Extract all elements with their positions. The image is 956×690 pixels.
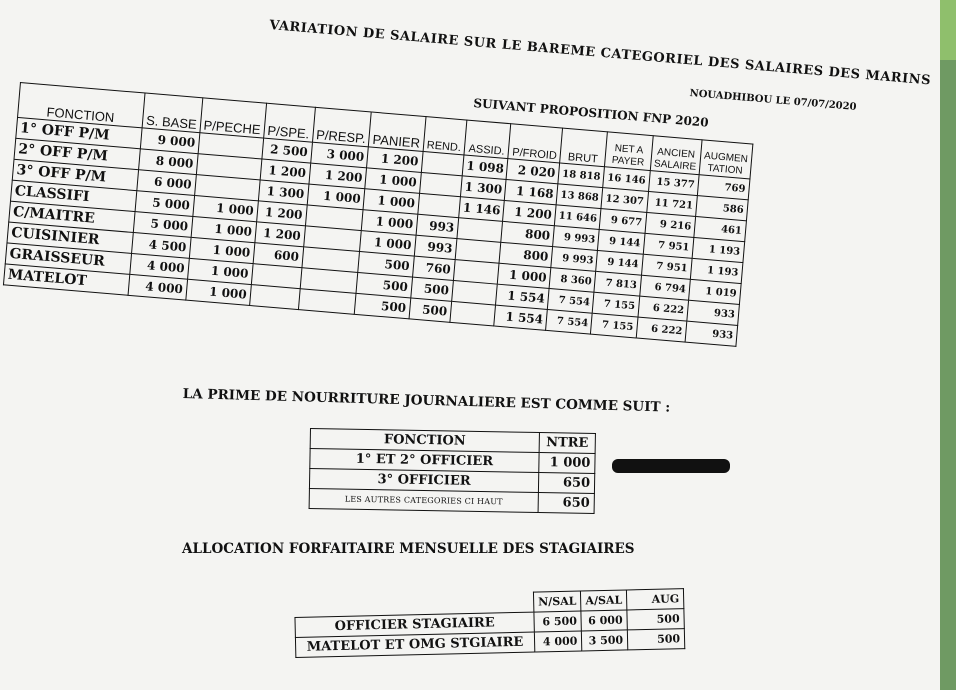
trainee-row-aug: 500 [627, 629, 684, 650]
trainee-table [294, 588, 685, 658]
salary-cell: 1 554 [496, 284, 549, 309]
salary-cell: 7 155 [593, 292, 640, 317]
salary-col-header: ANCIEN SALAIRE [650, 136, 702, 175]
salary-cell: 7 951 [641, 254, 692, 279]
food-row-value: 1 000 [539, 453, 595, 474]
salary-row-fonction: GRAISSEUR [5, 243, 131, 274]
salary-row-fonction: 1° OFF P/M [16, 117, 142, 148]
salary-cell: 1 193 [692, 237, 744, 262]
salary-cell: 1 000 [189, 237, 255, 263]
salary-cell: 7 554 [546, 309, 593, 334]
salary-row-fonction: CUISINIER [7, 222, 133, 253]
salary-cell: 1 000 [187, 258, 253, 284]
salary-col-header: P/RESP. [312, 107, 371, 147]
salary-cell: 12 307 [601, 188, 648, 213]
salary-cell: 1 000 [360, 231, 416, 256]
table-row [309, 488, 594, 513]
salary-col-header: P/SPE. [263, 103, 315, 142]
place-date: NOUADHIBOU LE 07/07/2020 [689, 88, 857, 113]
salary-cell: 1 200 [255, 222, 306, 247]
salary-cell: 7 155 [591, 313, 638, 338]
salary-cell: 3 000 [310, 142, 368, 168]
salary-col-header: NET A PAYER [605, 132, 653, 171]
salary-cell: 1 193 [690, 258, 742, 283]
salary-cell: 7 813 [594, 271, 641, 296]
food-row-label: LES AUTRES CATEGORIES CI HAUT [309, 488, 538, 512]
salary-cell: 1 146 [459, 197, 505, 222]
salary-cell: 1 000 [365, 168, 421, 193]
salary-cell: 8 360 [549, 268, 596, 293]
salary-col-header: FONCTION [18, 83, 145, 128]
salary-cell: 1 019 [688, 279, 740, 304]
salary-col-header: ASSID. [464, 120, 511, 159]
salary-cell: 9 000 [140, 128, 199, 154]
salary-cell [450, 301, 496, 326]
food-row-value: 650 [538, 472, 594, 493]
salary-cell: 16 146 [603, 167, 650, 192]
salary-cell: 1 200 [503, 200, 556, 225]
trainee-row-nsal: 6 500 [534, 611, 582, 632]
salary-cell [298, 289, 356, 315]
salary-col-header: PANIER [368, 112, 425, 151]
salary-cell: 500 [354, 293, 410, 318]
salary-cell: 2 020 [506, 159, 559, 184]
salary-cell: 6 000 [137, 170, 196, 196]
salary-cell: 15 377 [648, 171, 699, 196]
trainee-col-asal: A/SAL [581, 590, 627, 611]
salary-cell: 9 677 [600, 209, 647, 234]
salary-cell: 4 000 [130, 253, 189, 279]
salary-cell: 993 [416, 214, 459, 238]
salary-cell: 6 222 [638, 296, 689, 321]
salary-cell: 993 [414, 235, 457, 259]
document-subtitle: SUIVANT PROPOSITION FNP 2020 [472, 96, 710, 130]
salary-row-fonction: MATELOT [3, 264, 129, 295]
salary-cell: 11 646 [554, 205, 601, 230]
salary-cell: 600 [253, 243, 304, 268]
trainee-row-nsal: 4 000 [534, 631, 582, 652]
salary-row-fonction: 2° OFF P/M [14, 138, 140, 169]
salary-cell: 1 300 [258, 180, 309, 205]
salary-cell: 5 000 [135, 191, 194, 217]
salary-row-fonction: C/MAITRE [9, 201, 135, 232]
salary-cell: 1 000 [192, 195, 258, 221]
salary-col-header: BRUT [560, 128, 608, 167]
trainee-section-heading: ALLOCATION FORFAITAIRE MENSUELLE DES STAGIAIRES [182, 541, 635, 557]
salary-col-header: REND. [423, 117, 467, 155]
salary-col-header: AUGMEN TATION [699, 140, 753, 179]
salary-cell: 1 098 [462, 155, 508, 180]
food-row-label: 3° OFFICIER [309, 469, 538, 493]
salary-cell: 1 200 [367, 147, 423, 172]
salary-cell: 1 000 [307, 184, 365, 210]
food-row-value: 650 [538, 492, 594, 513]
food-col-ntre: NTRE [539, 433, 595, 454]
salary-col-header: P/PECHE [199, 98, 266, 138]
salary-cell: 1 200 [260, 159, 311, 184]
salary-cell: 500 [356, 272, 412, 297]
trainee-row-aug: 500 [627, 609, 684, 630]
salary-cell: 769 [697, 175, 749, 200]
salary-cell: 1 200 [309, 163, 367, 189]
salary-cell: 9 216 [645, 212, 696, 237]
trainee-col-aug: AUG [626, 589, 683, 610]
salary-cell: 11 721 [646, 191, 697, 216]
salary-cell: 800 [501, 221, 554, 246]
salary-cell: 461 [694, 216, 746, 241]
salary-cell: 7 554 [547, 289, 594, 314]
salary-cell: 586 [696, 196, 748, 221]
trainee-row-asal: 6 000 [581, 610, 627, 631]
trainee-row-label: MATELOT ET OMG STGIAIRE [295, 632, 534, 657]
food-table [309, 428, 596, 514]
salary-cell: 7 951 [643, 233, 694, 258]
salary-cell: 8 000 [139, 149, 198, 175]
salary-cell: 1 554 [494, 305, 547, 330]
salary-cell: 760 [412, 256, 455, 280]
food-col-fonction: FONCTION [310, 429, 539, 453]
salary-cell: 1 000 [191, 216, 257, 242]
salary-col-header: P/FROID [508, 124, 562, 163]
salary-cell: 9 993 [551, 247, 598, 272]
salary-cell: 18 818 [558, 163, 605, 188]
salary-cell: 933 [685, 321, 737, 346]
salary-cell [249, 285, 300, 310]
salary-cell: 1 168 [505, 180, 558, 205]
salary-row-fonction: CLASSIFI [10, 180, 136, 211]
salary-cell: 9 144 [598, 230, 645, 255]
salary-cell: 1 200 [256, 201, 307, 226]
salary-row-fonction: 3° OFF P/M [12, 159, 138, 190]
salary-cell: 1 300 [460, 176, 506, 201]
salary-cell: 9 144 [596, 250, 643, 275]
salary-cell: 13 868 [556, 184, 603, 209]
salary-cell: 9 993 [553, 226, 600, 251]
trainee-col-nsal: N/SAL [533, 591, 581, 612]
salary-cell: 1 000 [363, 189, 419, 214]
salary-cell: 1 000 [498, 263, 551, 288]
salary-cell: 933 [687, 300, 739, 325]
food-row-label: 1° ET 2° OFFICIER [310, 449, 539, 473]
salary-col-header: S. BASE [142, 93, 202, 133]
salary-cell: 500 [358, 252, 414, 277]
salary-cell: 6 794 [639, 275, 690, 300]
salary-cell: 4 000 [128, 274, 187, 300]
salary-cell: 1 000 [185, 279, 251, 305]
salary-cell: 500 [410, 277, 453, 301]
salary-cell: 800 [499, 242, 552, 267]
food-section-heading: LA PRIME DE NOURRITURE JOURNALIERE EST COMME SUIT : [182, 386, 671, 416]
salary-cell: 500 [409, 298, 452, 322]
salary-cell: 6 222 [636, 317, 687, 342]
trainee-row-label: OFFICIER STAGIAIRE [295, 612, 534, 637]
salary-cell: 1 000 [361, 210, 417, 235]
salary-cell: 2 500 [262, 138, 313, 163]
salary-cell: 4 500 [132, 233, 191, 259]
trainee-row-asal: 3 500 [582, 630, 628, 651]
salary-cell: 5 000 [133, 212, 192, 238]
document-title: VARIATION DE SALAIRE SUR LE BAREME CATEGORIEL DES SALAIRES DES MARINS [268, 18, 932, 89]
redaction-mark [612, 459, 730, 473]
